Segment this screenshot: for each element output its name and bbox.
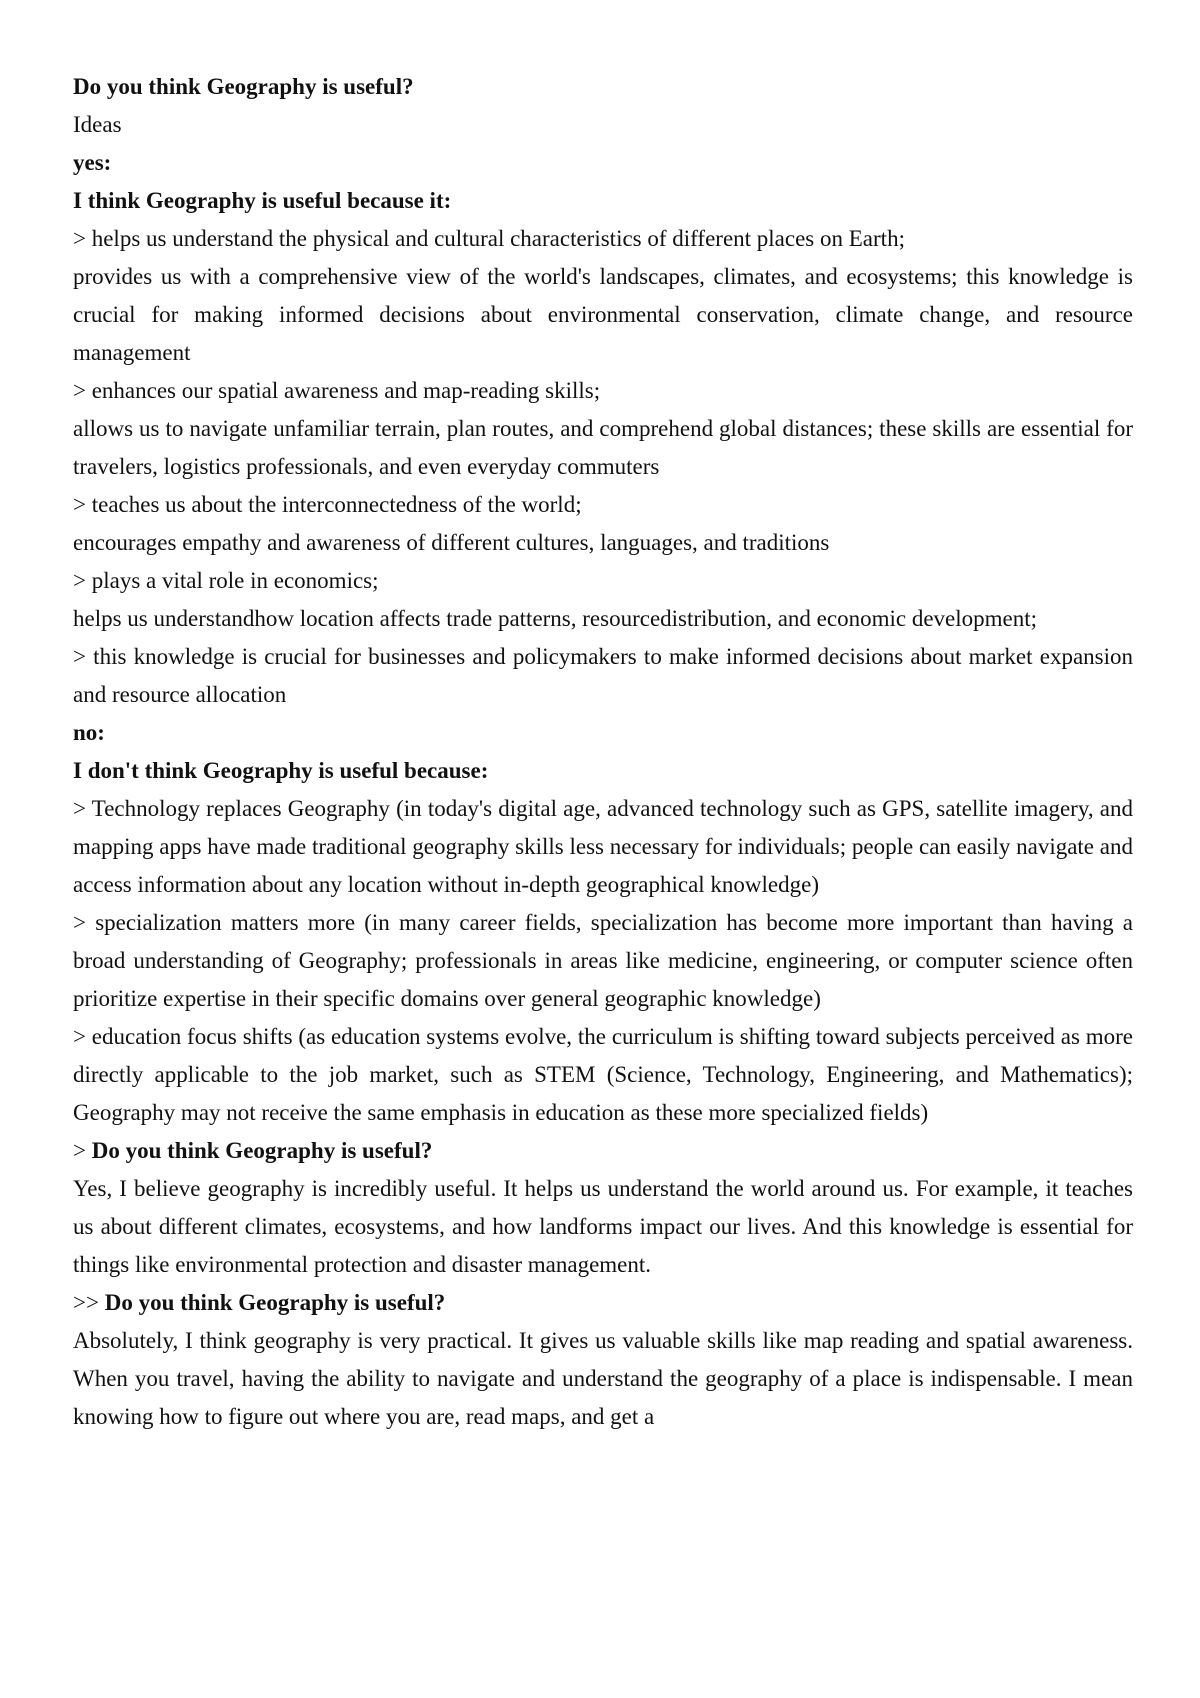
answer-1-text: Yes, I believe geography is incredibly useful. It helps us understand the world around us. For example, it teaches us about different climates, ecosystems, and how landforms impact our lives. And this knowledge is essential for things like environmental protection and disaster management. [73,1176,1133,1277]
yes-point-5: > this knowledge is crucial for businesses and policymakers to make informed decisions about market expansion and resource allocation [73,644,1133,707]
answer-2-heading [73,1284,1133,1322]
yes-point-3-detail: encourages empathy and awareness of different cultures, languages, and traditions [73,530,830,555]
answer-1-heading [73,1132,1133,1170]
yes-intro: I think Geography is useful because it: [73,188,452,213]
no-point-3: > education focus shifts (as education systems evolve, the curriculum is shifting toward subjects perceived as more directly applicable to the job market, such as STEM (Science, Technology, Engineering, and Mathematics); Geography may not receive the same emphasis in education as these more specialized fields) [73,1024,1133,1125]
yes-point-3: > teaches us about the interconnectedness of the world; [73,492,582,517]
answer-1-question: Do you think Geography is useful? [91,1138,433,1163]
yes-point-4-detail: helps us understandhow location affects trade patterns, resourcedistribution, and economic development; [73,606,1038,631]
no-point-1: > Technology replaces Geography (in today's digital age, advanced technology such as GPS, satellite imagery, and mapping apps have made traditional geography skills less necessary for individuals; people can easily navigate and access information about any location without in-depth geographical knowledge) [73,796,1133,897]
answer-2-prefix: >> [73,1290,105,1315]
no-point-2: > specialization matters more (in many career fields, specialization has become more important than having a broad understanding of Geography; professionals in areas like medicine, engineering, or computer science often prioritize expertise in their specific domains over general geographic knowledge) [73,910,1133,1011]
yes-point-2-detail: allows us to navigate unfamiliar terrain, plan routes, and comprehend global distances; these skills are essential for travelers, logistics professionals, and even everyday commuters [73,416,1133,479]
yes-label: yes: [73,150,112,175]
no-label: no: [73,720,105,745]
answer-2-question: Do you think Geography is useful? [104,1290,446,1315]
ideas-label: Ideas [73,112,122,137]
yes-point-1: > helps us understand the physical and cultural characteristics of different places on Earth; [73,226,905,251]
no-intro: I don't think Geography is useful because: [73,758,489,783]
yes-point-4: > plays a vital role in economics; [73,568,379,593]
document-title: Do you think Geography is useful? [73,74,414,99]
yes-point-2: > enhances our spatial awareness and map-reading skills; [73,378,601,403]
document-page [73,68,1133,1436]
answer-1-prefix: > [73,1138,92,1163]
answer-2-text: Absolutely, I think geography is very practical. It gives us valuable skills like map reading and spatial awareness. When you travel, having the ability to navigate and understand the geography of a place is indispensable. I mean knowing how to figure out where you are, read maps, and get a [73,1328,1133,1429]
yes-point-1-detail: provides us with a comprehensive view of the world's landscapes, climates, and ecosystems; this knowledge is crucial for making informed decisions about environmental conservation, climate change, and resource management [73,264,1133,365]
